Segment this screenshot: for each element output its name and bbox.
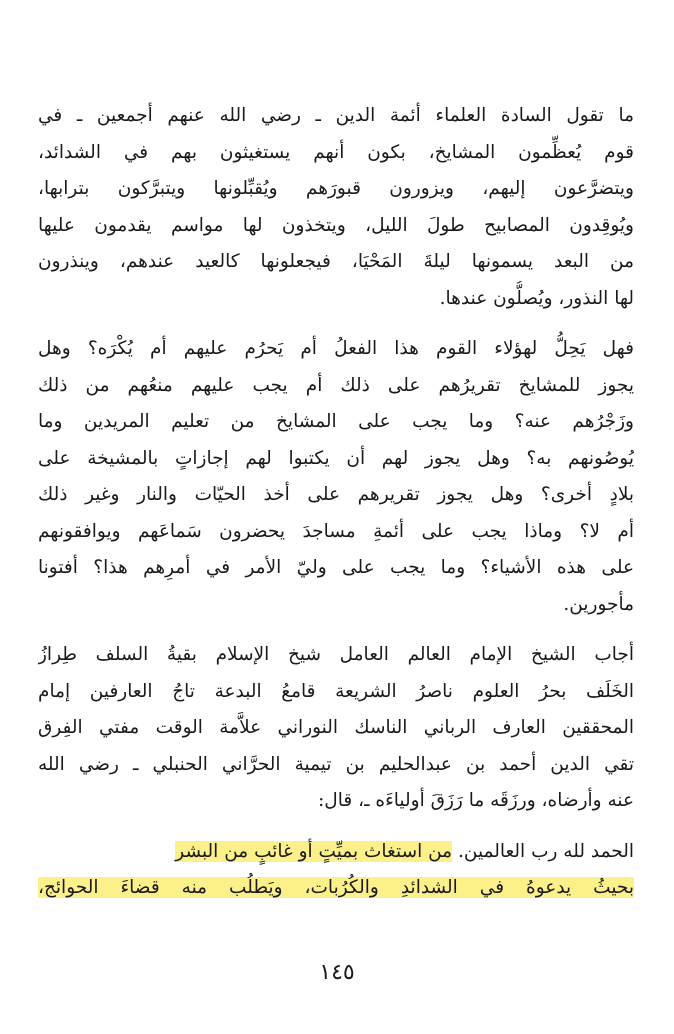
question-paragraph-1 bbox=[38, 98, 634, 317]
answer-paragraph bbox=[38, 834, 634, 907]
highlighted-text: من استغاث بميِّتٍ أو غائبٍ من البشر bbox=[175, 840, 453, 862]
text-line: يُوصُونهم به؟ وهل يجوز لهم أن يكتبوا لهم إجازاتٍ بالمشيخة على bbox=[38, 447, 634, 469]
text-line: ما تقول السادة العلماء أئمة الدين ـ رضي الله عنهم أجمعين ـ في bbox=[38, 105, 634, 126]
question-paragraph-2 bbox=[38, 331, 634, 623]
text-line: قوم يُعظِّمون المشايخ، بكون أنهم يستغيثون بهم في الشدائد، bbox=[38, 141, 634, 163]
text-line: أجاب الشيخ الإمام العالم العامل شيخ الإسلام بقيةُ السلف طِرازُ bbox=[38, 644, 634, 665]
page-number: ١٤٥ bbox=[319, 960, 355, 985]
text-line bbox=[38, 870, 634, 907]
page-body bbox=[38, 98, 634, 907]
text-line: وزَجْرُهم عنه؟ وما يجب على المشايخ من تعليم المريدين وما bbox=[38, 411, 634, 432]
text-line: أم لا؟ وماذا يجب على أئمةِ مساجدَ يحضرون سَماعَهم ويوافقونهم bbox=[38, 520, 634, 542]
answer-opening: الحمد لله رب العالمين. bbox=[457, 840, 634, 862]
text-line bbox=[38, 834, 634, 871]
text-line: المحققين العارف الرباني الناسك النوراني علاَّمة الوقت مفتي الفِرق bbox=[38, 717, 634, 738]
text-line: مأجورين. bbox=[563, 593, 634, 615]
highlighted-text: بحيثُ يدعوهُ في الشدائدِ والكُرُبات، ويَطلُب منه قضاءَ الحوائج، bbox=[38, 877, 634, 898]
text-line: من البعد يسمونها ليلةَ المَحْيَا، فيجعلونها كالعيد عندهم، وينذرون bbox=[38, 251, 634, 272]
text-line: على هذه الأشياء؟ وما يجب على وليّ الأمر في أمرِهم هذا؟ أفتونا bbox=[38, 557, 634, 578]
text-line: عنه وأرضاه، ورزَقَه ما رَزَقَ أولياءَه ـ، قال: bbox=[318, 790, 634, 811]
text-line: يجوز للمشايخ تقريرُهم على ذلك أم يجب عليهم منعُهم من ذلك bbox=[38, 374, 634, 396]
text-line: ويُوقِدون المصابيح طولَ الليل، ويتخذون لها مواسم يقدمون عليها bbox=[38, 214, 634, 236]
text-line: الخَلَف بحرُ العلوم ناصرُ الشريعة قامعُ البدعة تاجُ العارفين إمام bbox=[38, 680, 634, 702]
text-line: ويتضرَّعون إليهم، ويزورون قبورَهم ويُقبِّلونها ويتبرَّكون بترابها، bbox=[38, 178, 634, 199]
text-line: فهل يَحِلُّ لهؤلاء القوم هذا الفعلُ أم يَحرُم عليهم أم يُكْرَه؟ وهل bbox=[38, 338, 634, 359]
text-line: بلادٍ أخرى؟ وهل يجوز تقريرهم على أخذ الحيّات والنار وغير ذلك bbox=[38, 484, 634, 505]
text-line: تقي الدين أحمد بن عبدالحليم بن تيمية الحرَّاني الحنبلي ـ رضي الله bbox=[38, 753, 634, 775]
answer-intro-paragraph bbox=[38, 637, 634, 820]
text-line: لها النذور، ويُصلُّون عندها. bbox=[439, 287, 634, 309]
